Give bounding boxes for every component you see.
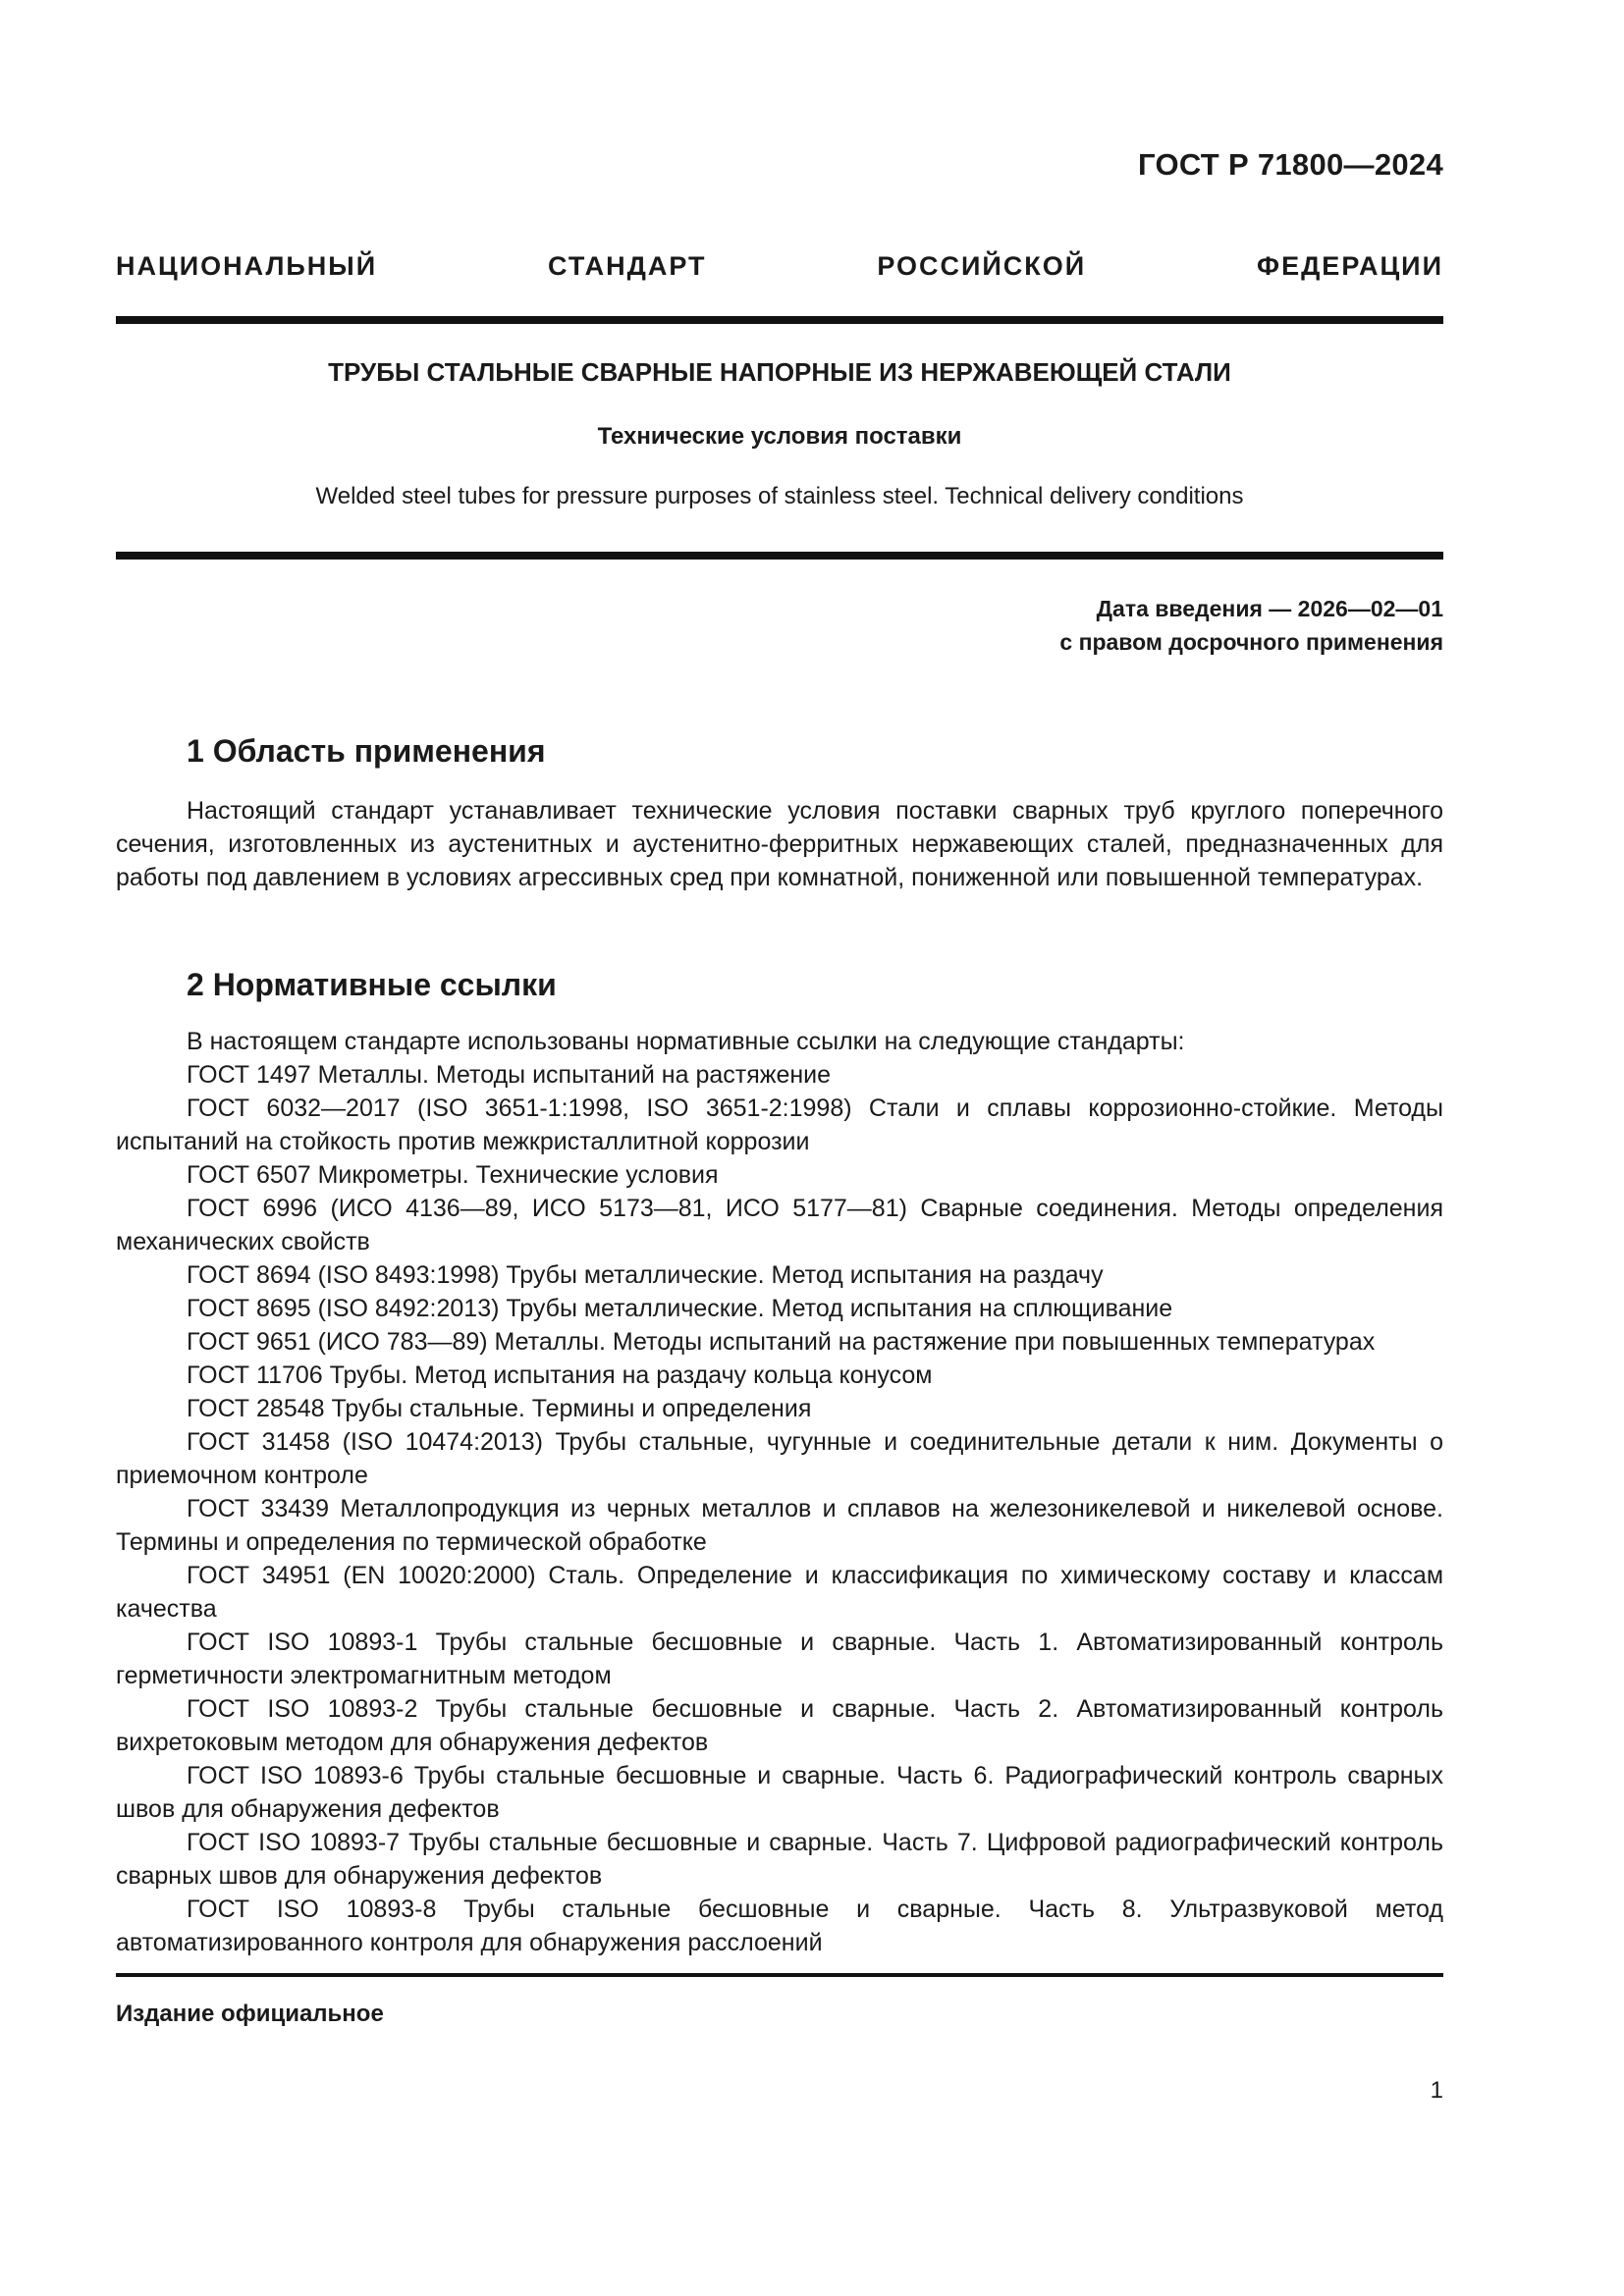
reference-item: ГОСТ 1497 Металлы. Методы испытаний на растяжение xyxy=(187,1061,832,1089)
national-standard-banner: НАЦИОНАЛЬНЫЙ СТАНДАРТ РОССИЙСКОЙ ФЕДЕРАЦИИ xyxy=(116,251,1443,281)
reference-item: ГОСТ 8694 (ISO 8493:1998) Трубы металлические. Метод испытания на раздачу xyxy=(187,1261,1104,1289)
reference-item: ГОСТ ISO 10893-8 Трубы стальные бесшовные и сварные. Часть 8. Ультразвуковой метод автоматизированного контроля для обнаружения расслоений xyxy=(116,1896,1443,1956)
document-title: ТРУБЫ СТАЛЬНЫЕ СВАРНЫЕ НАПОРНЫЕ ИЗ НЕРЖАВЕЮЩЕЙ СТАЛИ xyxy=(328,357,1231,387)
document-number: ГОСТ Р 71800—2024 xyxy=(1138,147,1443,182)
reference-item: ГОСТ 33439 Металлопродукция из черных металлов и сплавов на железоникелевой и никелевой основе. Термины и определения по термической обработке xyxy=(116,1495,1443,1556)
official-edition-label: Издание официальное xyxy=(116,2001,384,2027)
reference-item: ГОСТ ISO 10893-6 Трубы стальные бесшовные и сварные. Часть 6. Радиографический контроль сварных швов для обнаружения дефектов xyxy=(116,1762,1443,1823)
reference-item: ГОСТ 9651 (ИСО 783—89) Металлы. Методы испытаний на растяжение при повышенных температурах xyxy=(187,1328,1376,1356)
normative-references-list xyxy=(116,1025,1443,1959)
reference-item: ГОСТ 31458 (ISO 10474:2013) Трубы стальные, чугунные и соединительные детали к ним. Документы о приемочном контроле xyxy=(116,1428,1443,1489)
english-title: Welded steel tubes for pressure purposes of stainless steel. Technical delivery conditions xyxy=(315,483,1244,509)
introduction-date xyxy=(1059,592,1443,659)
footer-rule xyxy=(116,1973,1443,1977)
introduction-date-line: Дата введения — 2026—02—01 xyxy=(1096,596,1443,621)
page-number: 1 xyxy=(1430,2077,1443,2104)
reference-item: ГОСТ 28548 Трубы стальные. Термины и определения xyxy=(187,1395,812,1422)
reference-item: ГОСТ 8695 (ISO 8492:2013) Трубы металлические. Метод испытания на сплющивание xyxy=(187,1295,1173,1322)
title-bottom-rule xyxy=(116,552,1443,560)
document-subtitle: Технические условия поставки xyxy=(597,423,962,450)
section-1-heading: 1 Область применения xyxy=(187,733,546,769)
reference-item: ГОСТ ISO 10893-1 Трубы стальные бесшовные и сварные. Часть 1. Автоматизированный контроль герметичности электромагнитным методом xyxy=(116,1629,1443,1689)
references-intro: В настоящем стандарте использованы нормативные ссылки на следующие стандарты: xyxy=(187,1028,1185,1055)
reference-item: ГОСТ 6032—2017 (ISO 3651-1:1998, ISO 3651-2:1998) Стали и сплавы коррозионно-стойкие. Методы испытаний на стойкость против межкристаллитной коррозии xyxy=(116,1095,1443,1155)
reference-item: ГОСТ ISO 10893-2 Трубы стальные бесшовные и сварные. Часть 2. Автоматизированный контроль вихретоковым методом для обнаружения дефектов xyxy=(116,1695,1443,1756)
reference-item: ГОСТ ISO 10893-7 Трубы стальные бесшовные и сварные. Часть 7. Цифровой радиографический контроль сварных швов для обнаружения дефектов xyxy=(116,1829,1443,1890)
section-1-paragraph: Настоящий стандарт устанавливает технические условия поставки сварных труб круглого поперечного сечения, изготовленных из аустенитных и аустенитно-ферритных нержавеющих сталей, предназначенных для работы под давлением в условиях агрессивных сред при комнатной, пониженной или повышенной температурах. xyxy=(116,797,1443,891)
section-2-heading: 2 Нормативные ссылки xyxy=(187,967,557,1002)
reference-item: ГОСТ 6996 (ИСО 4136—89, ИСО 5173—81, ИСО 5177—81) Сварные соединения. Методы определения механических свойств xyxy=(116,1195,1443,1255)
top-rule xyxy=(116,316,1443,324)
reference-item: ГОСТ 6507 Микрометры. Технические условия xyxy=(187,1161,719,1189)
reference-item: ГОСТ 11706 Трубы. Метод испытания на раздачу кольца конусом xyxy=(187,1362,933,1389)
early-application-line: с правом досрочного применения xyxy=(1059,629,1443,655)
section-1-body xyxy=(116,794,1443,894)
reference-item: ГОСТ 34951 (EN 10020:2000) Сталь. Определение и классификация по химическому составу и классам качества xyxy=(116,1562,1443,1623)
